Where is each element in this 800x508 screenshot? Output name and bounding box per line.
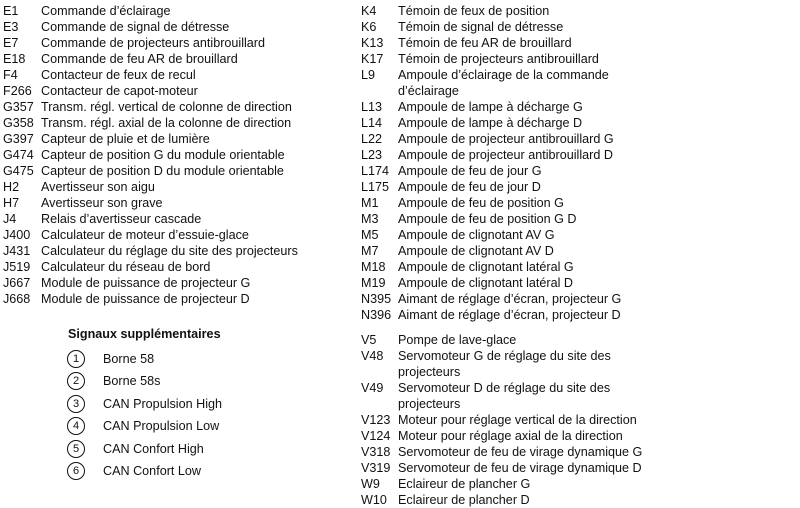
legend-row <box>358 444 800 460</box>
legend-description: Ampoule de feu de jour D <box>398 180 541 194</box>
legend-code: M5 <box>361 228 379 242</box>
circled-number-icon: 6 <box>67 462 85 480</box>
legend-code: J400 <box>3 228 31 242</box>
legend-row <box>358 275 800 291</box>
legend-description-continued: projecteurs <box>398 365 461 379</box>
legend-row <box>0 259 350 275</box>
circled-number-icon: 4 <box>67 417 85 435</box>
legend-row <box>0 291 350 307</box>
legend-row <box>0 195 350 211</box>
legend-row <box>358 492 800 508</box>
legend-code: L23 <box>361 148 383 162</box>
legend-row <box>0 163 350 179</box>
circled-number-icon: 5 <box>67 440 85 458</box>
legend-row <box>358 195 800 211</box>
legend-row <box>358 99 800 115</box>
legend-code: N395 <box>361 292 392 306</box>
legend-code: M1 <box>361 196 379 210</box>
legend-description: Capteur de position D du module orientable <box>41 164 284 178</box>
right-legend-list <box>358 3 800 508</box>
signal-label: CAN Confort High <box>103 441 204 456</box>
legend-code: H7 <box>3 196 20 210</box>
legend-description: Ampoule de feu de jour G <box>398 164 542 178</box>
legend-description: Témoin de feux de position <box>398 4 550 18</box>
legend-description: Commande d’éclairage <box>41 4 171 18</box>
legend-description: Eclaireur de plancher G <box>398 477 531 491</box>
legend-code: M19 <box>361 276 386 290</box>
legend-code: V49 <box>361 381 384 395</box>
legend-row <box>0 131 350 147</box>
legend-code: G358 <box>3 116 34 130</box>
legend-description: Module de puissance de projecteur G <box>41 276 251 290</box>
legend-row <box>358 211 800 227</box>
legend-code: V318 <box>361 445 391 459</box>
signals-title: Signaux supplémentaires <box>68 327 221 341</box>
legend-row <box>0 99 350 115</box>
legend-description-continued: d’éclairage <box>398 84 459 98</box>
legend-description: Relais d’avertisseur cascade <box>41 212 202 226</box>
legend-row <box>358 147 800 163</box>
legend-description: Calculateur du réseau de bord <box>41 260 211 274</box>
legend-row <box>358 348 800 380</box>
legend-description: Témoin de signal de détresse <box>398 20 564 34</box>
legend-description: Servomoteur de feu de virage dynamique D <box>398 461 642 475</box>
legend-code: W10 <box>361 493 387 507</box>
legend-row <box>0 211 350 227</box>
legend-row <box>358 163 800 179</box>
legend-code: F4 <box>3 68 18 82</box>
legend-description: Ampoule de feu de position G D <box>398 212 577 226</box>
legend-description: Ampoule de clignotant AV D <box>398 244 554 258</box>
legend-code: M7 <box>361 244 379 258</box>
legend-row <box>358 179 800 195</box>
legend-row <box>0 51 350 67</box>
legend-description: Servomoteur G de réglage du site des <box>398 349 611 363</box>
legend-code: H2 <box>3 180 20 194</box>
legend-description: Commande de signal de détresse <box>41 20 230 34</box>
legend-description: Ampoule d’éclairage de la commande <box>398 68 609 82</box>
legend-row <box>358 460 800 476</box>
legend-row <box>358 115 800 131</box>
legend-description: Transm. régl. vertical de colonne de direction <box>41 100 292 114</box>
left-legend-list <box>0 3 350 307</box>
legend-description: Témoin de projecteurs antibrouillard <box>398 52 599 66</box>
legend-code: L13 <box>361 100 383 114</box>
legend-row <box>0 19 350 35</box>
legend-description: Capteur de pluie et de lumière <box>41 132 210 146</box>
legend-description: Ampoule de clignotant AV G <box>398 228 555 242</box>
legend-row <box>0 83 350 99</box>
legend-description: Ampoule de clignotant latéral G <box>398 260 574 274</box>
legend-description: Transm. régl. axial de la colonne de direction <box>41 116 292 130</box>
legend-row <box>358 259 800 275</box>
legend-row <box>358 291 800 307</box>
legend-description: Commande de projecteurs antibrouillard <box>41 36 266 50</box>
legend-row <box>358 3 800 19</box>
legend-description: Ampoule de lampe à décharge G <box>398 100 583 114</box>
legend-code: K6 <box>361 20 377 34</box>
signal-label: CAN Propulsion High <box>103 396 222 411</box>
legend-code: V48 <box>361 349 384 363</box>
legend-code: J4 <box>3 212 17 226</box>
legend-code: J519 <box>3 260 31 274</box>
legend-description: Servomoteur de feu de virage dynamique G <box>398 445 643 459</box>
legend-description: Commande de feu AR de brouillard <box>41 52 238 66</box>
legend-code: L22 <box>361 132 383 146</box>
legend-row <box>0 3 350 19</box>
legend-description: Servomoteur D de réglage du site des <box>398 381 611 395</box>
legend-row <box>0 115 350 131</box>
legend-description: Moteur pour réglage axial de la direction <box>398 429 623 443</box>
legend-code: J431 <box>3 244 31 258</box>
legend-row <box>358 380 800 412</box>
circled-number-icon: 1 <box>67 350 85 368</box>
legend-row <box>358 332 800 348</box>
legend-row <box>0 147 350 163</box>
legend-code: L174 <box>361 164 390 178</box>
legend-code: M18 <box>361 260 386 274</box>
legend-row <box>358 131 800 147</box>
legend-code: J668 <box>3 292 31 306</box>
signal-label: Borne 58s <box>103 374 161 389</box>
legend-code: L175 <box>361 180 390 194</box>
legend-row <box>0 67 350 83</box>
legend-row <box>0 179 350 195</box>
legend-description: Avertisseur son grave <box>41 196 163 210</box>
legend-code: E18 <box>3 52 26 66</box>
legend-row <box>0 243 350 259</box>
legend-description: Témoin de feu AR de brouillard <box>398 36 572 50</box>
legend-row <box>358 67 800 99</box>
legend-code: L14 <box>361 116 383 130</box>
legend-code: V5 <box>361 333 377 347</box>
legend-code: E3 <box>3 20 19 34</box>
legend-description: Ampoule de clignotant latéral D <box>398 276 574 290</box>
legend-description-continued: projecteurs <box>398 397 461 411</box>
signal-label: CAN Confort Low <box>103 463 201 478</box>
legend-row <box>358 51 800 67</box>
signal-label: CAN Propulsion Low <box>103 419 220 434</box>
legend-row <box>358 476 800 492</box>
legend-row <box>358 307 800 323</box>
legend-code: K13 <box>361 36 384 50</box>
legend-description: Ampoule de feu de position G <box>398 196 564 210</box>
legend-code: K17 <box>361 52 384 66</box>
legend-code: V123 <box>361 413 391 427</box>
legend-row <box>358 412 800 428</box>
legend-description: Module de puissance de projecteur D <box>41 292 250 306</box>
legend-description: Contacteur de capot-moteur <box>41 84 198 98</box>
legend-code: V124 <box>361 429 391 443</box>
legend-description: Aimant de réglage d’écran, projecteur D <box>398 308 621 322</box>
legend-code: L9 <box>361 68 376 82</box>
legend-code: G397 <box>3 132 34 146</box>
legend-description: Aimant de réglage d’écran, projecteur G <box>398 292 622 306</box>
legend-description: Ampoule de projecteur antibrouillard G <box>398 132 614 146</box>
legend-code: J667 <box>3 276 31 290</box>
legend-code: N396 <box>361 308 392 322</box>
circled-number-icon: 2 <box>67 372 85 390</box>
legend-description: Ampoule de projecteur antibrouillard D <box>398 148 613 162</box>
signal-label: Borne 58 <box>103 352 155 366</box>
legend-code: M3 <box>361 212 379 226</box>
legend-code: K4 <box>361 4 377 18</box>
legend-code: G475 <box>3 164 34 178</box>
legend-description: Capteur de position G du module orientable <box>41 148 285 162</box>
legend-row <box>358 35 800 51</box>
legend-code: G474 <box>3 148 34 162</box>
legend-description: Pompe de lave-glace <box>398 333 517 347</box>
legend-row <box>0 275 350 291</box>
legend-code: W9 <box>361 477 380 491</box>
circled-number-icon: 3 <box>67 395 85 413</box>
legend-row <box>0 35 350 51</box>
legend-description: Contacteur de feux de recul <box>41 68 196 82</box>
legend-code: E7 <box>3 36 19 50</box>
legend-code: G357 <box>3 100 34 114</box>
legend-code: V319 <box>361 461 391 475</box>
legend-row <box>0 227 350 243</box>
legend-description: Eclaireur de plancher D <box>398 493 530 507</box>
legend-description: Moteur pour réglage vertical de la direction <box>398 413 637 427</box>
legend-code: F266 <box>3 84 32 98</box>
legend-row <box>358 227 800 243</box>
legend-description: Avertisseur son aigu <box>41 180 155 194</box>
legend-row <box>358 428 800 444</box>
legend-description: Ampoule de lampe à décharge D <box>398 116 583 130</box>
legend-row <box>358 19 800 35</box>
legend-description: Calculateur de moteur d’essuie-glace <box>41 228 249 242</box>
legend-code: E1 <box>3 4 19 18</box>
legend-description: Calculateur du réglage du site des projecteurs <box>41 244 298 258</box>
legend-row <box>358 243 800 259</box>
